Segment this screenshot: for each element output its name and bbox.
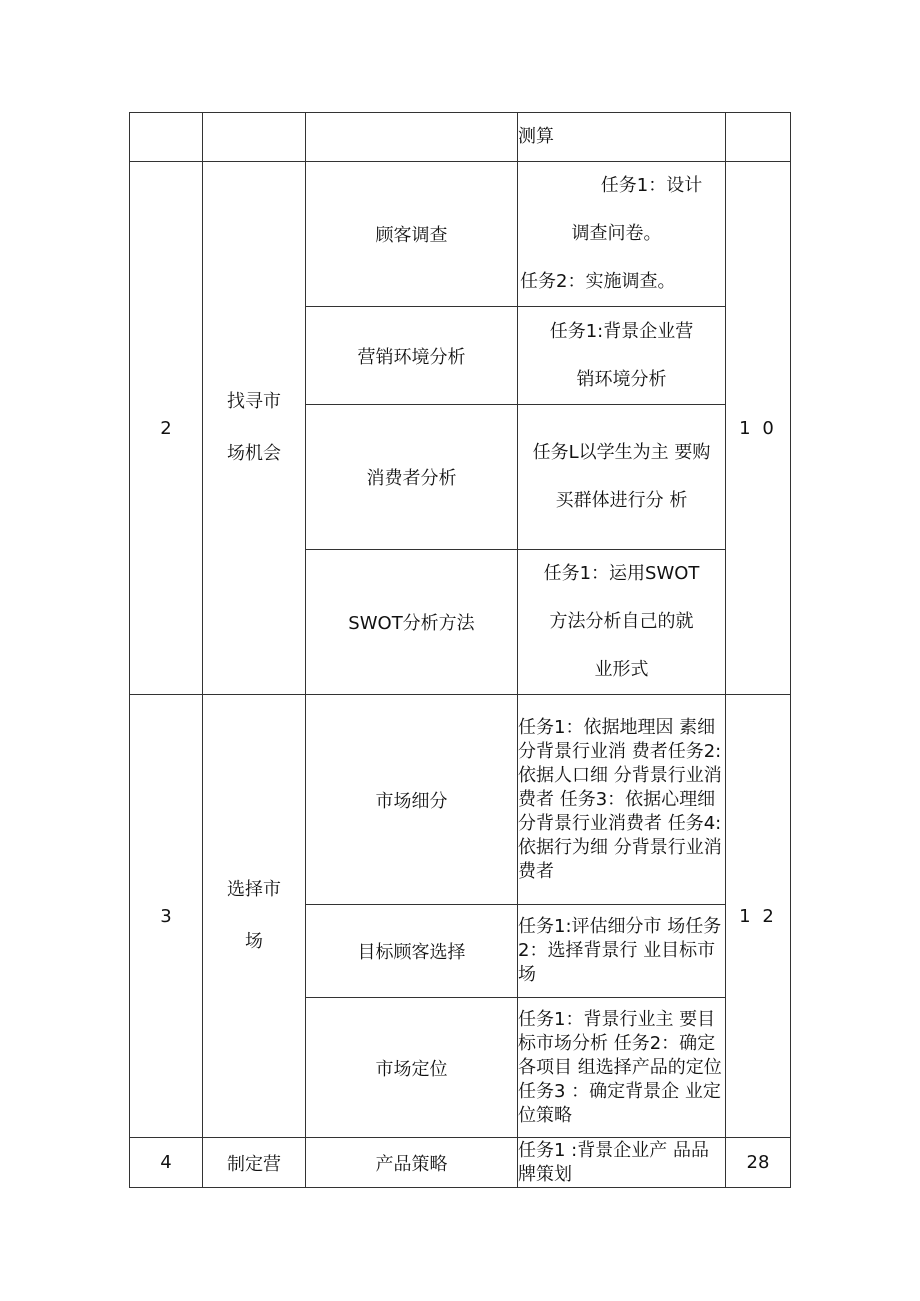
number-cell: 3 [130,695,203,1138]
table-row [130,1138,791,1188]
table-row [130,162,791,307]
item-cell: 消费者分析 [306,405,518,550]
item-cell: 目标顾客选择 [306,905,518,998]
table-row [130,113,791,162]
task-cell [518,405,726,550]
number-cell: 4 [130,1138,203,1188]
task-line: 买群体进行分 析 [555,490,688,511]
number-cell [130,113,203,162]
module-cell [203,695,306,1138]
task-cell [518,550,726,695]
hours-cell: 28 [726,1138,791,1188]
course-plan-table [129,112,791,1188]
task-line: 任务L以学生为主 要购 [532,442,711,463]
task-line: 调查问卷。 [571,223,662,244]
task-cell: 任务1：依据地理因 素细分背景行业消 费者任务2:依据人口细 分背景行业消费者 任务3：依据心理细 分背景行业消费者 任务4:依据行为细 分背景行业消费者 [518,695,726,905]
task-cell [518,307,726,405]
item-cell: SWOT分析方法 [306,550,518,695]
item-cell: 市场细分 [306,695,518,905]
task-cell: 任务1 :背景企业产 品品牌策划 [518,1138,726,1188]
item-cell: 市场定位 [306,998,518,1138]
task-line: 任务1:背景企业营 [549,320,694,342]
task-cell: 任务1:评估细分市 场任务2：选择背景行 业目标市场 [518,905,726,998]
task-line: 任务1：设计 [600,175,703,196]
task-cell: 任务1：背景行业主 要目标市场分析 任务2：确定各项目 组选择产品的定位 任务3 ：确定背景企 业定位策略 [518,998,726,1138]
item-cell: 营销环境分析 [306,307,518,405]
module-line: 找寻市 [227,391,281,412]
module-cell [203,113,306,162]
number-cell: 2 [130,162,203,695]
module-cell [203,162,306,695]
module-line: 选择市 [227,879,281,900]
item-cell [306,113,518,162]
task-line: 方法分析自己的就 [549,611,694,632]
task-line: 业形式 [594,659,649,680]
hours-cell: 1 2 [726,695,791,1138]
hours-cell [726,113,791,162]
module-line: 场机会 [227,443,281,464]
task-cell: 测算 [518,113,726,162]
item-cell: 产品策略 [306,1138,518,1188]
task-line: 销环境分析 [576,368,667,390]
task-cell [518,162,726,307]
module-line: 场 [245,931,263,952]
task-line: 任务2：实施调查。 [520,271,676,292]
item-cell: 顾客调查 [306,162,518,307]
hours-cell: 1 0 [726,162,791,695]
module-cell: 制定营 [203,1138,306,1188]
task-line: 任务1：运用SWOT [543,563,700,584]
table-row [130,695,791,905]
